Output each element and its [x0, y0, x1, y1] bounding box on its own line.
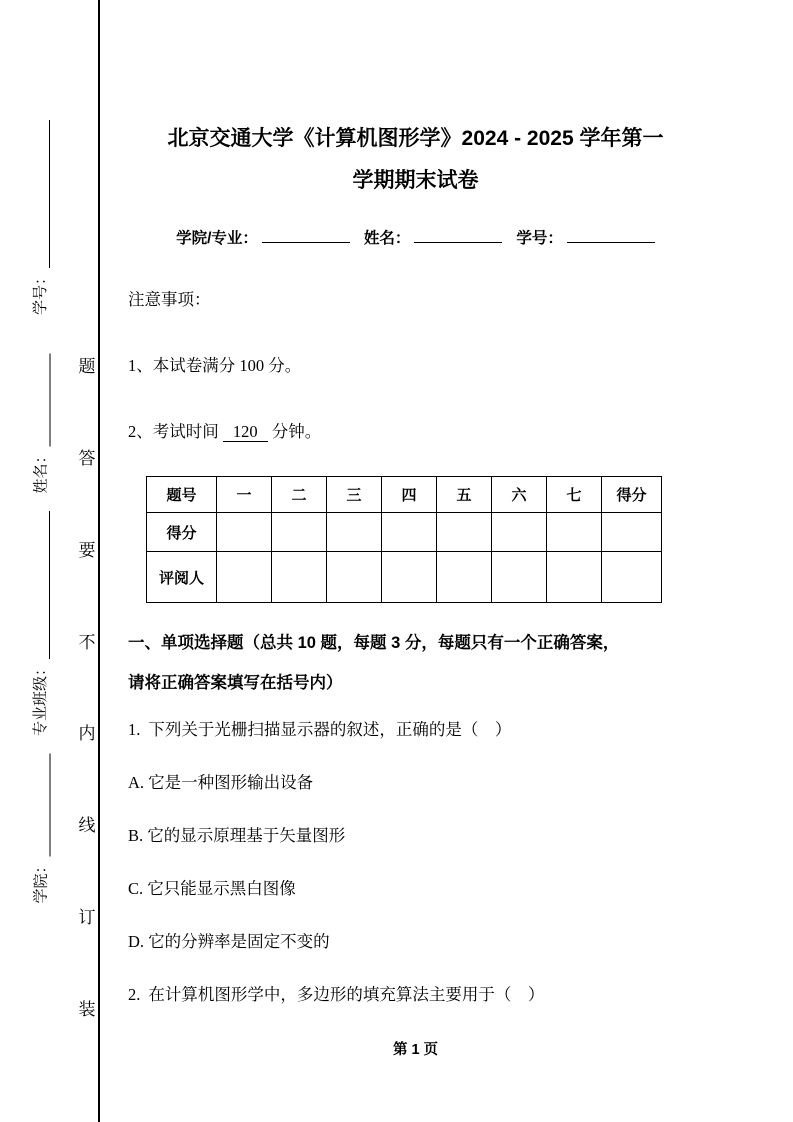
exam-duration-underlined: 120: [223, 422, 268, 442]
reviewer-cell: [492, 552, 547, 603]
col-three: 三: [327, 477, 382, 513]
margin-field-label: 专业班级：: [33, 660, 49, 736]
seal-char: 装: [78, 999, 96, 1019]
reviewer-cell: [547, 552, 602, 603]
student-id-label: 学号：: [516, 230, 563, 247]
score-cell: [547, 513, 602, 552]
reviewer-cell: [382, 552, 437, 603]
seal-char: 要: [78, 540, 96, 560]
reviewer-cell: [602, 552, 662, 603]
seal-char: 内: [78, 724, 96, 744]
question-2-text: 在计算机图形学中，多边形的填充算法主要用于（ ）: [148, 985, 545, 1004]
question-1-option-c: C. 它只能显示黑白图像: [128, 879, 296, 898]
college-major-blank: [262, 228, 350, 243]
section-1-heading: [128, 623, 703, 703]
score-cell: [437, 513, 492, 552]
margin-field-label: 姓名：: [33, 448, 50, 494]
score-cell: [327, 513, 382, 552]
question-1: [128, 703, 703, 756]
col-score: 得分: [602, 477, 662, 513]
name-blank: [414, 228, 502, 243]
seal-char: 不: [78, 632, 96, 652]
question-2: [128, 968, 703, 1021]
col-four: 四: [382, 477, 437, 513]
col-seven: 七: [547, 477, 602, 513]
seal-char: 题: [78, 357, 96, 376]
question-1-option-d: D. 它的分辨率是固定不变的: [128, 932, 330, 951]
margin-field-student-id: [30, 117, 50, 315]
student-info-row: [128, 226, 703, 248]
note-item-2: [128, 418, 703, 442]
note-item-2-post: 分钟。: [271, 422, 322, 441]
score-table: [146, 476, 662, 603]
col-two: 二: [272, 477, 327, 513]
reviewer-row-label: 评阅人: [147, 552, 217, 603]
exam-body: [128, 118, 703, 1021]
margin-field-college: [31, 751, 51, 904]
student-id-blank: [567, 228, 655, 243]
college-major-label: 学院/专业：: [176, 230, 258, 247]
reviewer-cell: [437, 552, 492, 603]
seal-line-text: [77, 352, 97, 1020]
question-1-option-a: A. 它是一种图形输出设备: [128, 773, 314, 792]
margin-field-label: 学院：: [33, 858, 50, 904]
seal-char: 订: [78, 908, 96, 928]
score-cell: [217, 513, 272, 552]
score-table-header-row: [147, 477, 662, 513]
fill-in-blank: [35, 753, 51, 856]
score-cell: [382, 513, 437, 552]
reviewer-cell: [217, 552, 272, 603]
score-row: [147, 513, 662, 552]
note-item-1: 1、本试卷满分 100 分。: [128, 356, 302, 375]
reviewer-row: [147, 552, 662, 603]
exam-title-line1: 北京交通大学《计算机图形学》2024 - 2025 学年第一: [167, 127, 664, 150]
score-cell: [492, 513, 547, 552]
col-one: 一: [217, 477, 272, 513]
seal-char: 线: [78, 816, 96, 836]
seal-line-rule: [98, 0, 100, 1122]
section-1-heading-line2: 请将正确答案填写在括号内）: [128, 674, 343, 692]
margin-field-name: [31, 351, 51, 494]
col-question-number: 题号: [147, 477, 217, 513]
name-label: 姓名：: [363, 230, 411, 247]
note-item-2-pre: 2、考试时间: [128, 422, 219, 441]
page-number: 第 1 页: [392, 1042, 439, 1058]
question-1-option-b: B. 它的显示原理基于矢量图形: [128, 826, 346, 845]
col-six: 六: [492, 477, 547, 513]
reviewer-cell: [272, 552, 327, 603]
margin-field-major-class: [30, 506, 50, 736]
score-row-label: 得分: [147, 513, 217, 552]
score-cell: [602, 513, 662, 552]
reviewer-cell: [327, 552, 382, 603]
fill-in-blank: [35, 353, 51, 446]
score-cell: [272, 513, 327, 552]
col-five: 五: [437, 477, 492, 513]
margin-field-label: 学号：: [33, 269, 49, 315]
question-2-number: 2.: [128, 985, 141, 1004]
notice-heading: 注意事项：: [128, 290, 211, 309]
fill-in-blank: [34, 511, 50, 659]
question-1-text: 下列关于光栅扫描显示器的叙述，正确的是（ ）: [148, 720, 512, 739]
question-1-number: 1.: [128, 720, 141, 739]
seal-char: 答: [78, 448, 96, 468]
exam-title-line2: 学期期末试卷: [352, 169, 479, 192]
fill-in-blank: [34, 120, 50, 268]
exam-title: [140, 118, 692, 202]
section-1-heading-line1: 一、单项选择题（总共 10 题，每题 3 分，每题只有一个正确答案，: [128, 634, 620, 652]
